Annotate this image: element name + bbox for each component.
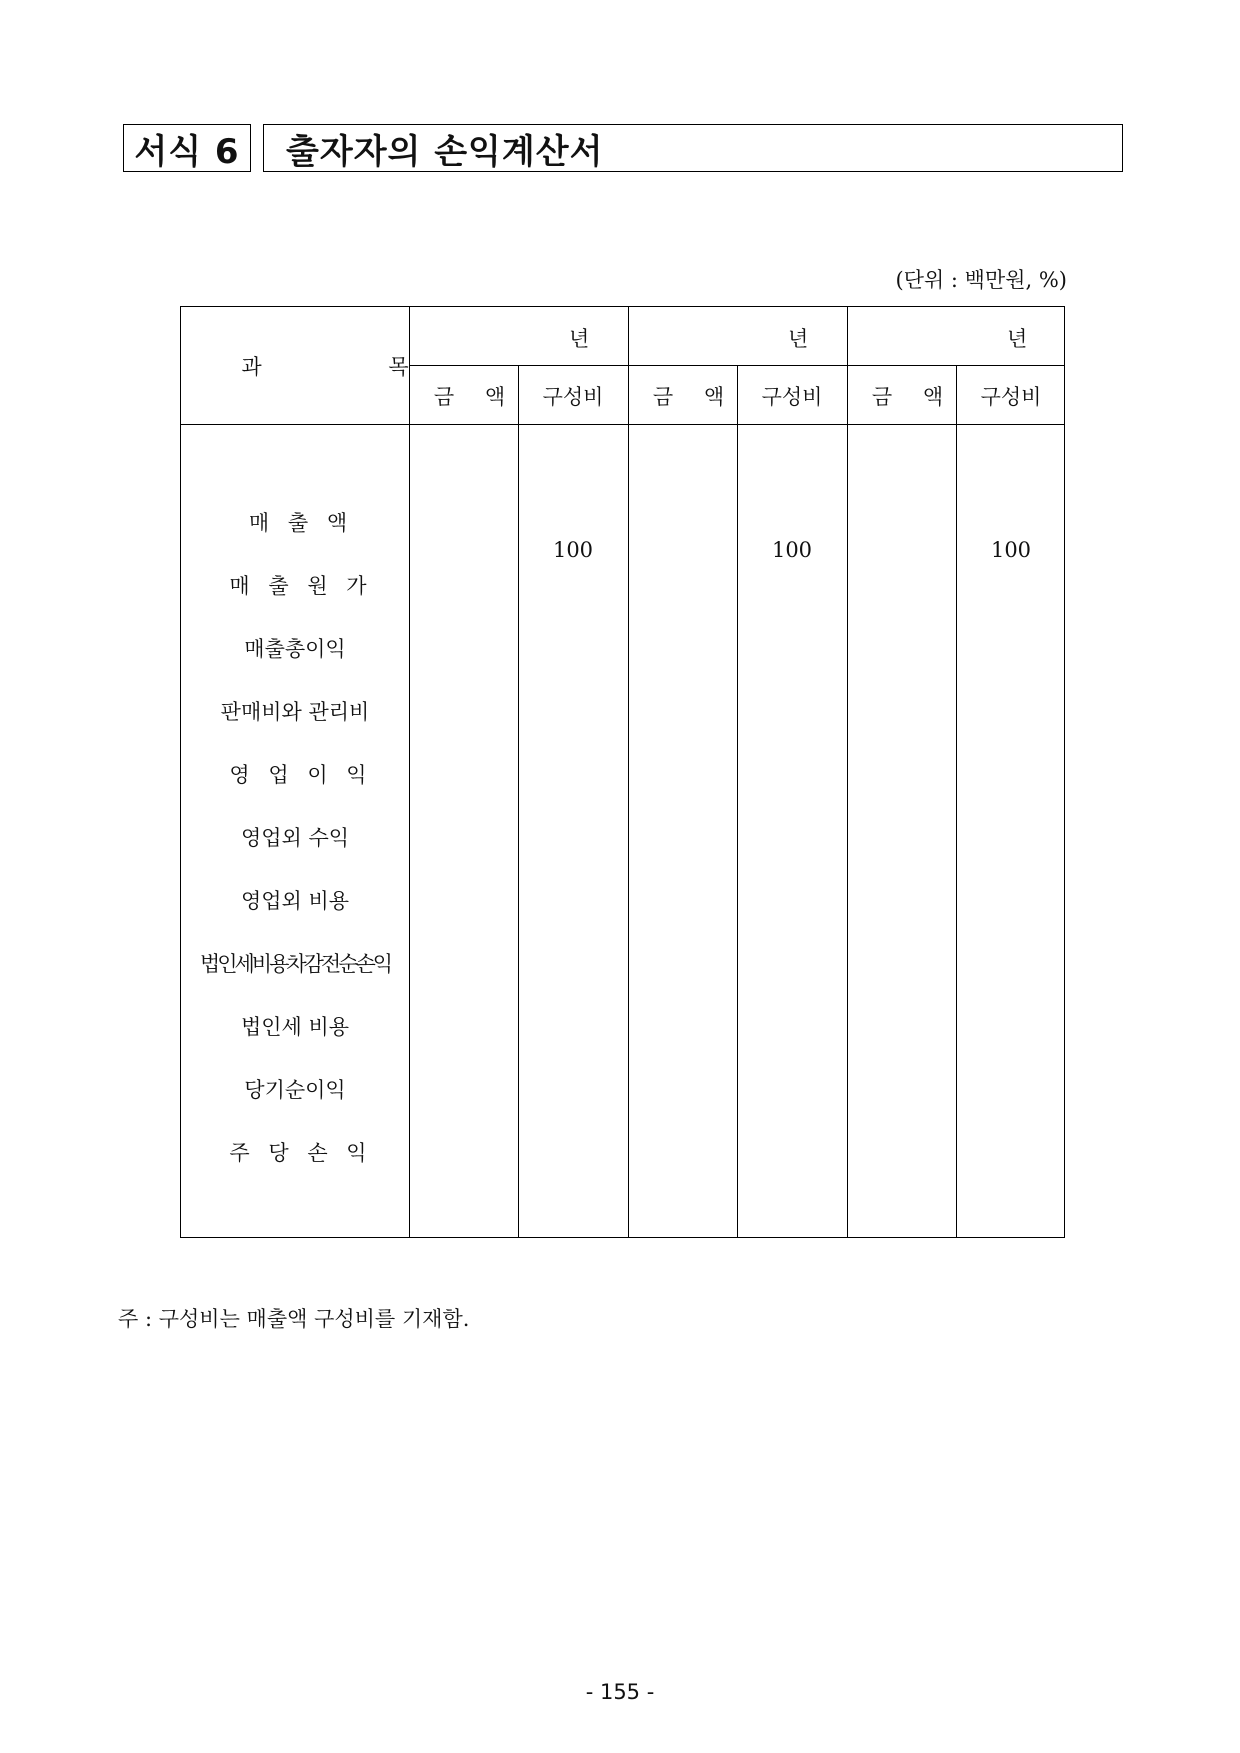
row-label-non-operating-expense: 영업외 비용 (240, 889, 350, 913)
row-label-operating-income: 영 업 이 익 (229, 763, 373, 787)
form-title: 출자자의 손익계산서 (286, 131, 604, 172)
ratio-header-2: 구성비 (761, 385, 823, 409)
unit-label: (단위 : 백만원, %) (895, 268, 1067, 292)
ratio-value-2: 100 (771, 538, 813, 562)
row-divider (409, 365, 1064, 366)
row-label-pretax-income: 법인세비용차감전순손익 (199, 952, 391, 976)
page-number: - 155 - (585, 1680, 655, 1704)
income-statement-table (180, 306, 1065, 1238)
year-header-2: 년 (788, 327, 809, 351)
form-number-box (123, 124, 251, 172)
row-label-gross-profit: 매출총이익 (244, 637, 346, 661)
amount-header-2: 금 액 (652, 385, 737, 409)
form-title-box (263, 124, 1123, 172)
row-divider (181, 424, 1064, 425)
subject-header: 과 목 (241, 355, 469, 379)
row-label-non-operating-income: 영업외 수익 (240, 826, 350, 850)
row-label-sga: 판매비와 관리비 (220, 700, 370, 724)
row-label-cost-of-sales: 매 출 원 가 (229, 574, 373, 598)
amount-header-3: 금 액 (871, 385, 956, 409)
footnote: 주 : 구성비는 매출액 구성비를 기재함. (118, 1307, 470, 1331)
row-label-eps: 주 당 손 익 (229, 1141, 373, 1165)
ratio-value-1: 100 (552, 538, 594, 562)
row-label-net-income: 당기순이익 (244, 1078, 346, 1102)
col-divider (847, 307, 848, 1237)
year-header-3: 년 (1007, 327, 1028, 351)
row-label-sales: 매 출 액 (248, 511, 354, 535)
ratio-value-3: 100 (990, 538, 1032, 562)
col-divider (956, 365, 957, 1237)
col-divider (737, 365, 738, 1237)
form-number: 서식 6 (134, 131, 240, 172)
row-label-income-tax: 법인세 비용 (240, 1015, 350, 1039)
year-header-1: 년 (569, 327, 590, 351)
ratio-header-1: 구성비 (542, 385, 604, 409)
amount-header-1: 금 액 (433, 385, 518, 409)
col-divider (628, 307, 629, 1237)
ratio-header-3: 구성비 (980, 385, 1042, 409)
col-divider (518, 365, 519, 1237)
